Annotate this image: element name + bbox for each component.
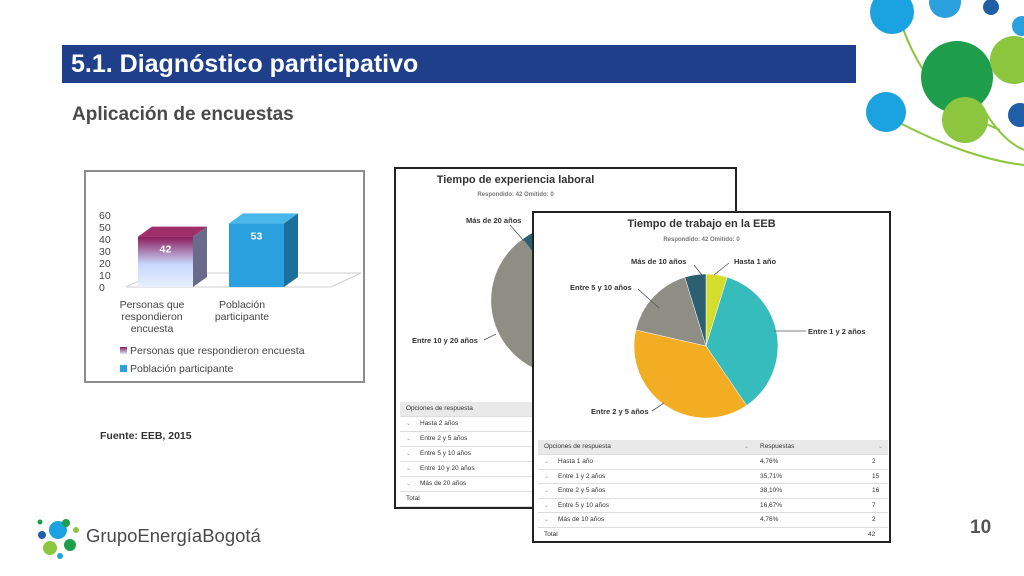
legend-swatch <box>120 365 127 372</box>
slide-subtitle: Aplicación de encuestas <box>72 104 294 125</box>
survey2-slice-label-4: Más de 10 años <box>631 257 687 266</box>
survey1-title: Tiempo de experiencia laboral <box>436 174 595 186</box>
y-tick-label: 30 <box>99 246 111 258</box>
company-logo: GrupoEnergíaBogotá <box>86 525 261 546</box>
title-bar <box>62 45 856 83</box>
table-total-row: Total 42 <box>538 528 888 543</box>
table-row: ⌄ Hasta 1 año 4,76% 2 <box>538 455 888 470</box>
legend-item-0: Personas que respondieron encuesta <box>120 345 305 357</box>
table-row: ⌄ Más de 20 años <box>400 477 735 492</box>
survey1-table: Opciones de respuesta ⌄ Hasta 2 años ⌄ Entre 2 y 5 años ⌄ Entre 5 y 10 años ⌄ Entre 10 y 20 años ⌄ Más de 20 años Total <box>400 402 735 506</box>
bar-side-0 <box>193 227 207 287</box>
y-tick-label: 50 <box>99 222 111 234</box>
survey2-slice-label-3: Entre 5 y 10 años <box>570 283 632 292</box>
survey2-meta: Respondido: 42 Omitido: 0 <box>663 237 740 243</box>
survey-eeb-screenshot <box>532 211 891 543</box>
bar-value-label-0: 42 <box>159 243 172 256</box>
table-row: ⌄ Entre 2 y 5 años 38,10% 16 <box>538 484 888 499</box>
table-row: ⌄ Entre 2 y 5 años <box>400 432 735 447</box>
bar-chart-panel <box>84 170 365 383</box>
y-tick-label: 0 <box>99 282 105 294</box>
bar-category-label-0: Personas que respondieron encuesta <box>119 299 185 335</box>
y-tick-label: 60 <box>99 210 111 222</box>
survey1-slice-label-1: Entre 10 y 20 años <box>412 336 478 345</box>
bar-category-label-1: Población participante <box>214 299 270 323</box>
survey2-table: Opciones de respuesta ⌄ Respuestas ⌄ ⌄ Hasta 1 año 4,76% 2 ⌄ Entre 1 y 2 años 35,71% 15 ⌄ Entre 2 y 5 años 38,10% 16 ⌄ Entre 5 y 10 años 16,67% 7 ⌄ Más de 10 años 4,76% 2 Total 42 <box>538 440 888 540</box>
table-total-row: Total <box>400 492 735 507</box>
survey2-slice-label-2: Entre 2 y 5 años <box>591 407 649 416</box>
table-row: ⌄ Entre 10 y 20 años <box>400 462 735 477</box>
survey2-title: Tiempo de trabajo en la EEB <box>627 218 776 230</box>
table-row: ⌄ Entre 1 y 2 años 35,71% 15 <box>538 470 888 485</box>
survey2-slice-label-0: Hasta 1 año <box>734 257 777 266</box>
bar-side-1 <box>284 213 298 287</box>
slide-title: 5.1. Diagnóstico participativo <box>71 50 419 78</box>
table-row: ⌄ Entre 5 y 10 años 16,67% 7 <box>538 499 888 514</box>
bar-value-label-1: 53 <box>250 230 263 243</box>
legend-swatch <box>120 347 127 354</box>
y-tick-label: 40 <box>99 234 111 246</box>
survey2-slice-label-1: Entre 1 y 2 años <box>808 327 866 336</box>
table-row: ⌄ Entre 5 y 10 años <box>400 447 735 462</box>
page-number: 10 <box>970 517 992 538</box>
y-tick-label: 10 <box>99 270 111 282</box>
survey1-slice-label-0: Más de 20 años <box>466 216 522 225</box>
legend-item-1: Población participante <box>120 363 233 375</box>
survey1-meta: Respondido: 42 Omitido: 0 <box>477 192 554 198</box>
table-row: ⌄ Hasta 2 años <box>400 417 735 432</box>
table-row: ⌄ Más de 10 años 4,76% 2 <box>538 513 888 528</box>
y-tick-label: 20 <box>99 258 111 270</box>
source-note: Fuente: EEB, 2015 <box>100 430 192 442</box>
survey2-pie <box>534 213 891 438</box>
